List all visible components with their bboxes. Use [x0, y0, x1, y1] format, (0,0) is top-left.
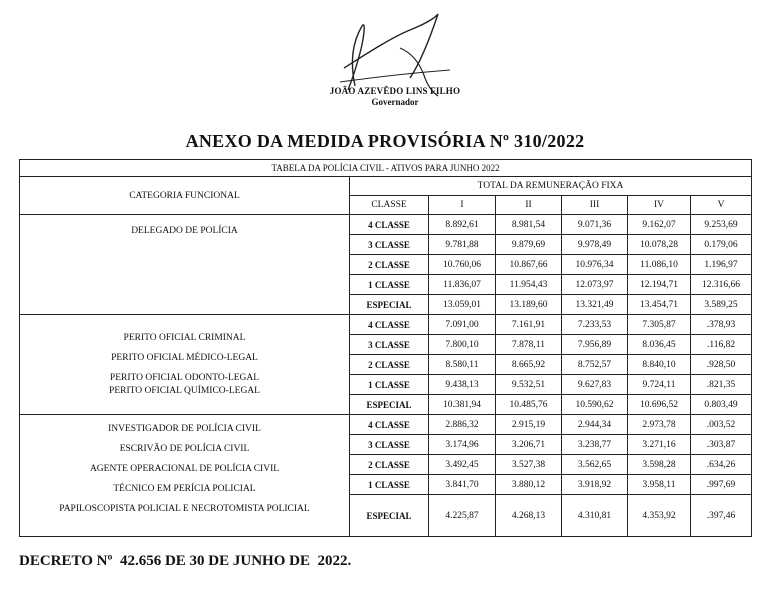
value-cell: 3.238,77: [562, 435, 628, 455]
class-cell: 3 CLASSE: [350, 235, 429, 255]
class-cell: 2 CLASSE: [350, 355, 429, 375]
value-cell: 9.879,69: [496, 235, 562, 255]
class-cell: 3 CLASSE: [350, 435, 429, 455]
value-cell: 7.091,00: [429, 315, 496, 335]
category-label: AGENTE OPERACIONAL DE POLÍCIA CIVIL: [89, 464, 280, 474]
value-cell: 13.189,60: [496, 295, 562, 315]
value-cell: .303,87: [691, 435, 752, 455]
table-row: [20, 415, 752, 435]
value-cell: 3.206,71: [496, 435, 562, 455]
value-cell: 3.492,45: [429, 455, 496, 475]
value-cell: .397,46: [691, 495, 752, 537]
value-cell: .997,69: [691, 475, 752, 495]
decree-title: DECRETO Nº 42.656 DE 30 DE JUNHO DE 2022.: [19, 553, 352, 569]
value-cell: 9.438,13: [429, 375, 496, 395]
remuneration-table: [19, 159, 752, 537]
category-cell: [20, 415, 350, 537]
value-cell: 8.665,92: [496, 355, 562, 375]
value-cell: 0.179,06: [691, 235, 752, 255]
value-cell: 8.840,10: [628, 355, 691, 375]
value-cell: 0.803,49: [691, 395, 752, 415]
value-cell: 8.981,54: [496, 215, 562, 235]
value-cell: 10.976,34: [562, 255, 628, 275]
class-header: CLASSE: [350, 196, 429, 215]
value-cell: .378,93: [691, 315, 752, 335]
category-label: DELEGADO DE POLÍCIA: [131, 226, 238, 236]
value-cell: .821,35: [691, 375, 752, 395]
level-header: III: [562, 196, 628, 215]
value-cell: 9.162,07: [628, 215, 691, 235]
value-cell: 10.696,52: [628, 395, 691, 415]
value-cell: 9.724,11: [628, 375, 691, 395]
value-cell: 11.086,10: [628, 255, 691, 275]
value-cell: 8.580,11: [429, 355, 496, 375]
value-cell: 13.321,49: [562, 295, 628, 315]
value-cell: 2.973,78: [628, 415, 691, 435]
value-cell: 8.752,57: [562, 355, 628, 375]
category-label: TÉCNICO EM PERÍCIA POLICIAL: [113, 484, 256, 494]
category-label: PERITO OFICIAL QUÍMICO-LEGAL: [109, 385, 260, 396]
value-cell: 4.353,92: [628, 495, 691, 537]
value-cell: 10.078,28: [628, 235, 691, 255]
value-cell: .116,82: [691, 335, 752, 355]
value-cell: 4.268,13: [496, 495, 562, 537]
value-cell: 9.532,51: [496, 375, 562, 395]
category-label: INVESTIGADOR DE POLÍCIA CIVIL: [108, 424, 261, 434]
category-cell: [20, 215, 350, 315]
value-cell: 11.954,43: [496, 275, 562, 295]
value-cell: 13.454,71: [628, 295, 691, 315]
value-cell: 3.589,25: [691, 295, 752, 315]
value-cell: 7.800,10: [429, 335, 496, 355]
value-cell: 3.174,96: [429, 435, 496, 455]
value-cell: .634,26: [691, 455, 752, 475]
class-cell: 1 CLASSE: [350, 275, 429, 295]
signature-mark: [300, 8, 470, 98]
value-cell: 3.841,70: [429, 475, 496, 495]
total-header: TOTAL DA REMUNERAÇÃO FIXA: [350, 177, 752, 196]
value-cell: 2.944,34: [562, 415, 628, 435]
value-cell: 10.867,66: [496, 255, 562, 275]
level-header: IV: [628, 196, 691, 215]
value-cell: 10.760,06: [429, 255, 496, 275]
value-cell: 2.915,19: [496, 415, 562, 435]
category-label: PERITO OFICIAL CRIMINAL: [123, 332, 246, 343]
value-cell: 12.194,71: [628, 275, 691, 295]
value-cell: 9.627,83: [562, 375, 628, 395]
class-cell: 2 CLASSE: [350, 255, 429, 275]
level-header: V: [691, 196, 752, 215]
value-cell: 8.892,61: [429, 215, 496, 235]
class-cell: ESPECIAL: [350, 495, 429, 537]
class-cell: ESPECIAL: [350, 395, 429, 415]
value-cell: 3.880,12: [496, 475, 562, 495]
class-cell: 1 CLASSE: [350, 475, 429, 495]
value-cell: 10.485,76: [496, 395, 562, 415]
value-cell: 13.059,01: [429, 295, 496, 315]
class-cell: 4 CLASSE: [350, 215, 429, 235]
table-caption: TABELA DA POLÍCIA CIVIL - ATIVOS PARA JUNHO 2022: [20, 160, 752, 177]
value-cell: .003,52: [691, 415, 752, 435]
category-label: PAPILOSCOPISTA POLICIAL E NECROTOMISTA POLICIAL: [59, 504, 310, 514]
level-header: II: [496, 196, 562, 215]
value-cell: 7.956,89: [562, 335, 628, 355]
class-cell: 2 CLASSE: [350, 455, 429, 475]
category-label: PERITO OFICIAL MÉDICO-LEGAL: [111, 353, 258, 364]
signatory-role: Governador: [371, 97, 419, 107]
value-cell: 3.598,28: [628, 455, 691, 475]
value-cell: 12.316,66: [691, 275, 752, 295]
value-cell: 4.310,81: [562, 495, 628, 537]
value-cell: 10.381,94: [429, 395, 496, 415]
value-cell: 11.836,07: [429, 275, 496, 295]
level-header: I: [429, 196, 496, 215]
category-label: PERITO OFICIAL ODONTO-LEGAL: [109, 372, 260, 381]
value-cell: 9.978,49: [562, 235, 628, 255]
table-row: [20, 315, 752, 335]
class-cell: 1 CLASSE: [350, 375, 429, 395]
class-cell: 4 CLASSE: [350, 315, 429, 335]
class-cell: ESPECIAL: [350, 295, 429, 315]
category-label: ESCRIVÃO DE POLÍCIA CIVIL: [119, 444, 250, 454]
value-cell: 8.036,45: [628, 335, 691, 355]
table-row: [20, 215, 752, 235]
value-cell: 7.161,91: [496, 315, 562, 335]
value-cell: 9.781,88: [429, 235, 496, 255]
value-cell: 1.196,97: [691, 255, 752, 275]
class-cell: 4 CLASSE: [350, 415, 429, 435]
value-cell: 9.071,36: [562, 215, 628, 235]
category-cell: [20, 315, 350, 415]
value-cell: 7.305,87: [628, 315, 691, 335]
category-header: CATEGORIA FUNCIONAL: [20, 177, 350, 215]
value-cell: .928,50: [691, 355, 752, 375]
value-cell: 3.527,38: [496, 455, 562, 475]
value-cell: 3.271,16: [628, 435, 691, 455]
value-cell: 3.918,92: [562, 475, 628, 495]
class-cell: 3 CLASSE: [350, 335, 429, 355]
value-cell: 3.958,11: [628, 475, 691, 495]
value-cell: 12.073,97: [562, 275, 628, 295]
signatory-name: JOÃO AZEVÊDO LINS FILHO: [329, 86, 461, 96]
value-cell: 4.225,87: [429, 495, 496, 537]
value-cell: 3.562,65: [562, 455, 628, 475]
value-cell: 9.253,69: [691, 215, 752, 235]
value-cell: 7.878,11: [496, 335, 562, 355]
value-cell: 7.233,53: [562, 315, 628, 335]
annex-title: ANEXO DA MEDIDA PROVISÓRIA Nº 310/2022: [185, 131, 585, 151]
value-cell: 2.886,32: [429, 415, 496, 435]
value-cell: 10.590,62: [562, 395, 628, 415]
